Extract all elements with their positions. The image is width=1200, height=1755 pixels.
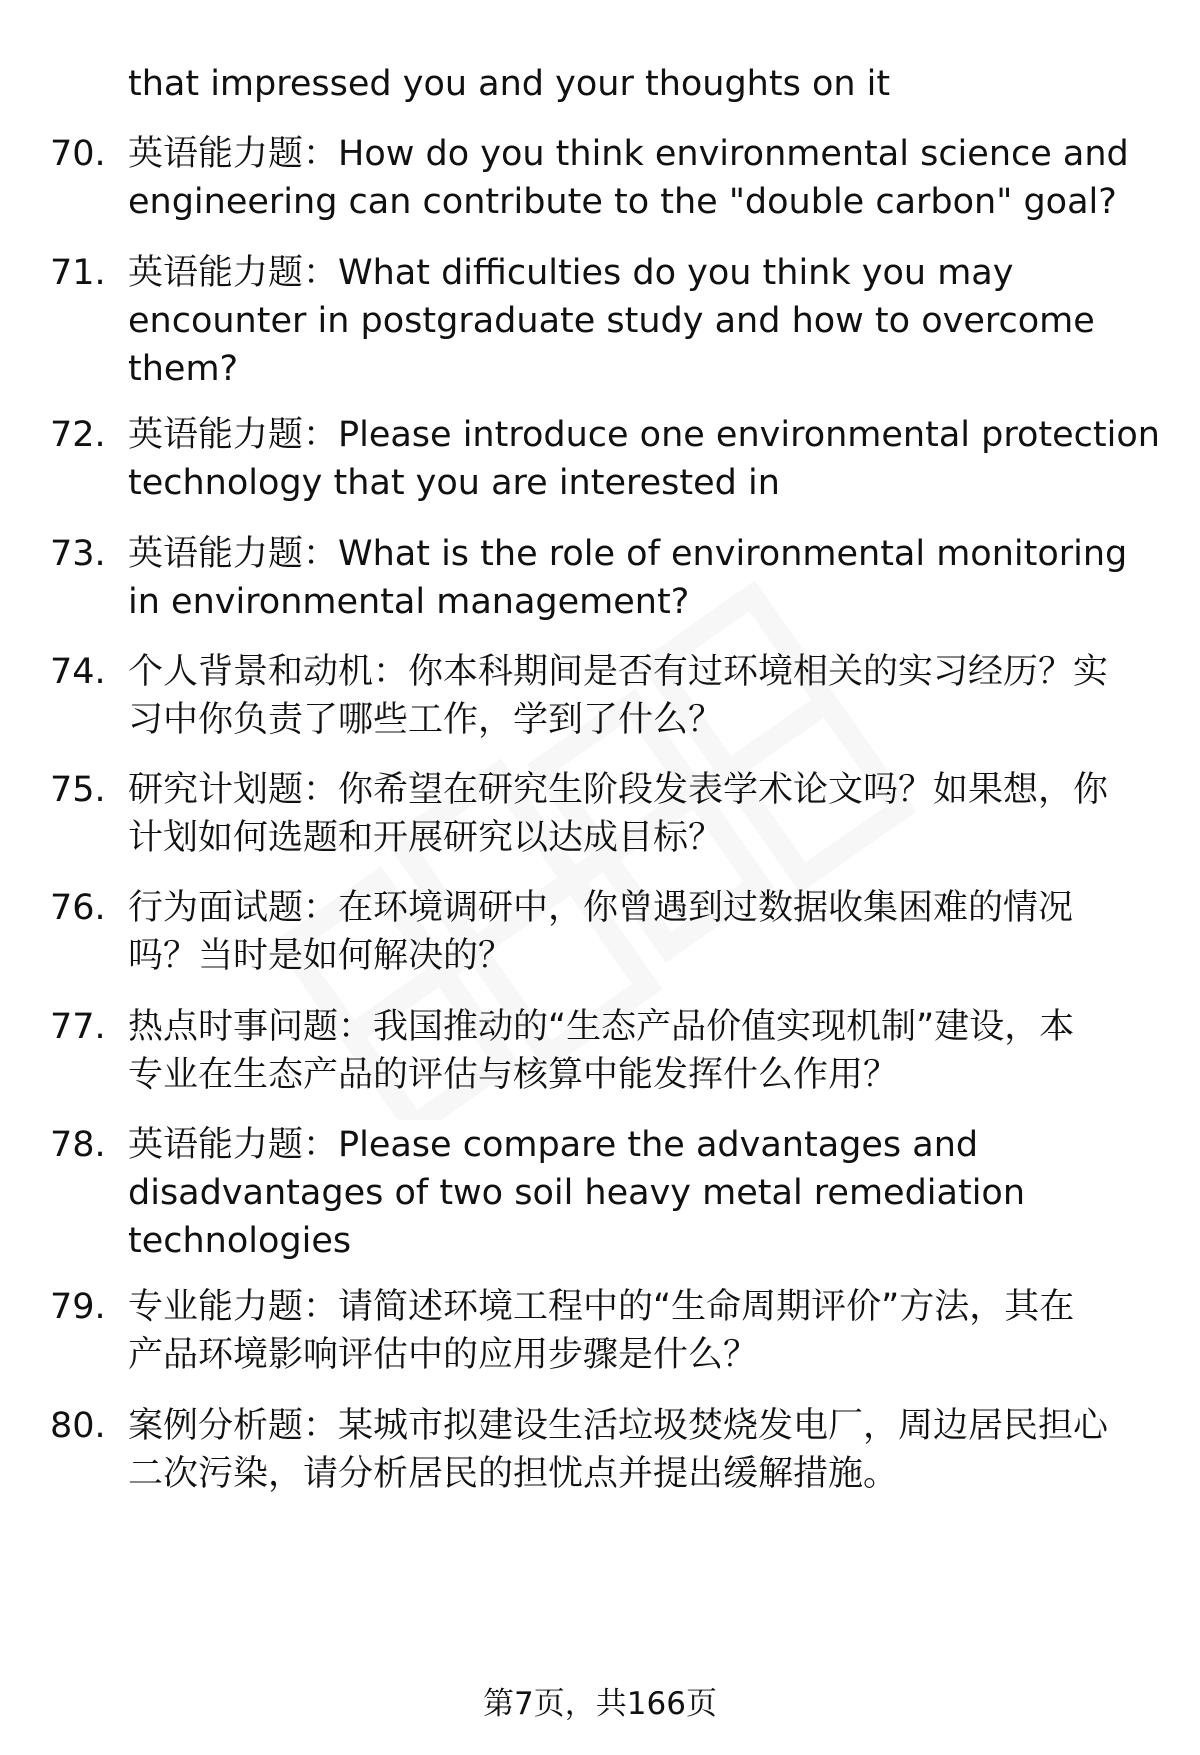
question-text-line: 英语能力题：Please introduce one environmental protection (128, 415, 1160, 455)
question-number: 70. (50, 134, 106, 174)
question-text (128, 1402, 1168, 1498)
continuation-text: that impressed you and your thoughts on it (128, 64, 891, 104)
question-text-line: disadvantages of two soil heavy metal remediation (128, 1173, 1026, 1213)
question-number: 75. (50, 770, 106, 810)
question-text-line: 习中你负责了哪些工作，学到了什么？ (128, 700, 724, 740)
question-text-line: 二次污染，请分析居民的担忧点并提出缓解措施。 (128, 1454, 899, 1494)
question-text (128, 249, 1168, 393)
previous-question-continuation (128, 60, 1168, 108)
question-text (128, 1121, 1168, 1265)
question-text (128, 130, 1168, 226)
question-number: 72. (50, 415, 106, 455)
question-number: 74. (50, 652, 106, 692)
question-text-line: 吗？当时是如何解决的？ (128, 936, 514, 976)
question-text-line: 产品环境影响评估中的应用步骤是什么？ (128, 1335, 759, 1375)
question-text-line: in environmental management? (128, 582, 690, 622)
question-text-line: 计划如何选题和开展研究以达成目标？ (128, 818, 724, 858)
question-text (128, 766, 1168, 862)
question-text (128, 648, 1168, 744)
question-number: 80. (50, 1406, 106, 1446)
question-number: 73. (50, 534, 106, 574)
question-text (128, 411, 1168, 507)
question-text-line: 英语能力题：Please compare the advantages and (128, 1125, 979, 1165)
question-text-line: 专业能力题：请简述环境工程中的“生命周期评价”方法，其在 (128, 1287, 1075, 1327)
question-text-line: 研究计划题：你希望在研究生阶段发表学术论文吗？如果想，你 (128, 770, 1109, 810)
question-number: 79. (50, 1287, 106, 1327)
question-text-line: 英语能力题：What difficulties do you think you may (128, 253, 1014, 293)
question-text (128, 884, 1168, 980)
question-number: 76. (50, 888, 106, 928)
question-text (128, 530, 1168, 626)
question-text-line: 英语能力题：What is the role of environmental monitoring (128, 534, 1128, 574)
question-text-line: engineering can contribute to the "double carbon" goal? (128, 182, 1117, 222)
page-footer (0, 1684, 1200, 1724)
page-number-label: 第7页，共166页 (483, 1686, 717, 1722)
question-text-line: them? (128, 349, 239, 389)
question-text-line: 专业在生态产品的评估与核算中能发挥什么作用？ (128, 1055, 899, 1095)
question-text (128, 1283, 1168, 1379)
question-text-line: technology that you are interested in (128, 463, 780, 503)
question-text-line: technologies (128, 1221, 352, 1261)
question-text (128, 1003, 1168, 1099)
question-number: 77. (50, 1007, 106, 1047)
question-text-line: 英语能力题：How do you think environmental science and (128, 134, 1129, 174)
question-text-line: 案例分析题：某城市拟建设生活垃圾焚烧发电厂，周边居民担心 (128, 1406, 1109, 1446)
question-text-line: encounter in postgraduate study and how to overcome (128, 301, 1095, 341)
question-text-line: 个人背景和动机：你本科期间是否有过环境相关的实习经历？实 (128, 652, 1109, 692)
question-number: 78. (50, 1125, 106, 1165)
question-text-line: 热点时事问题：我国推动的“生态产品价值实现机制”建设，本 (128, 1007, 1075, 1047)
question-number: 71. (50, 253, 106, 293)
question-text-line: 行为面试题：在环境调研中，你曾遇到过数据收集困难的情况 (128, 888, 1074, 928)
